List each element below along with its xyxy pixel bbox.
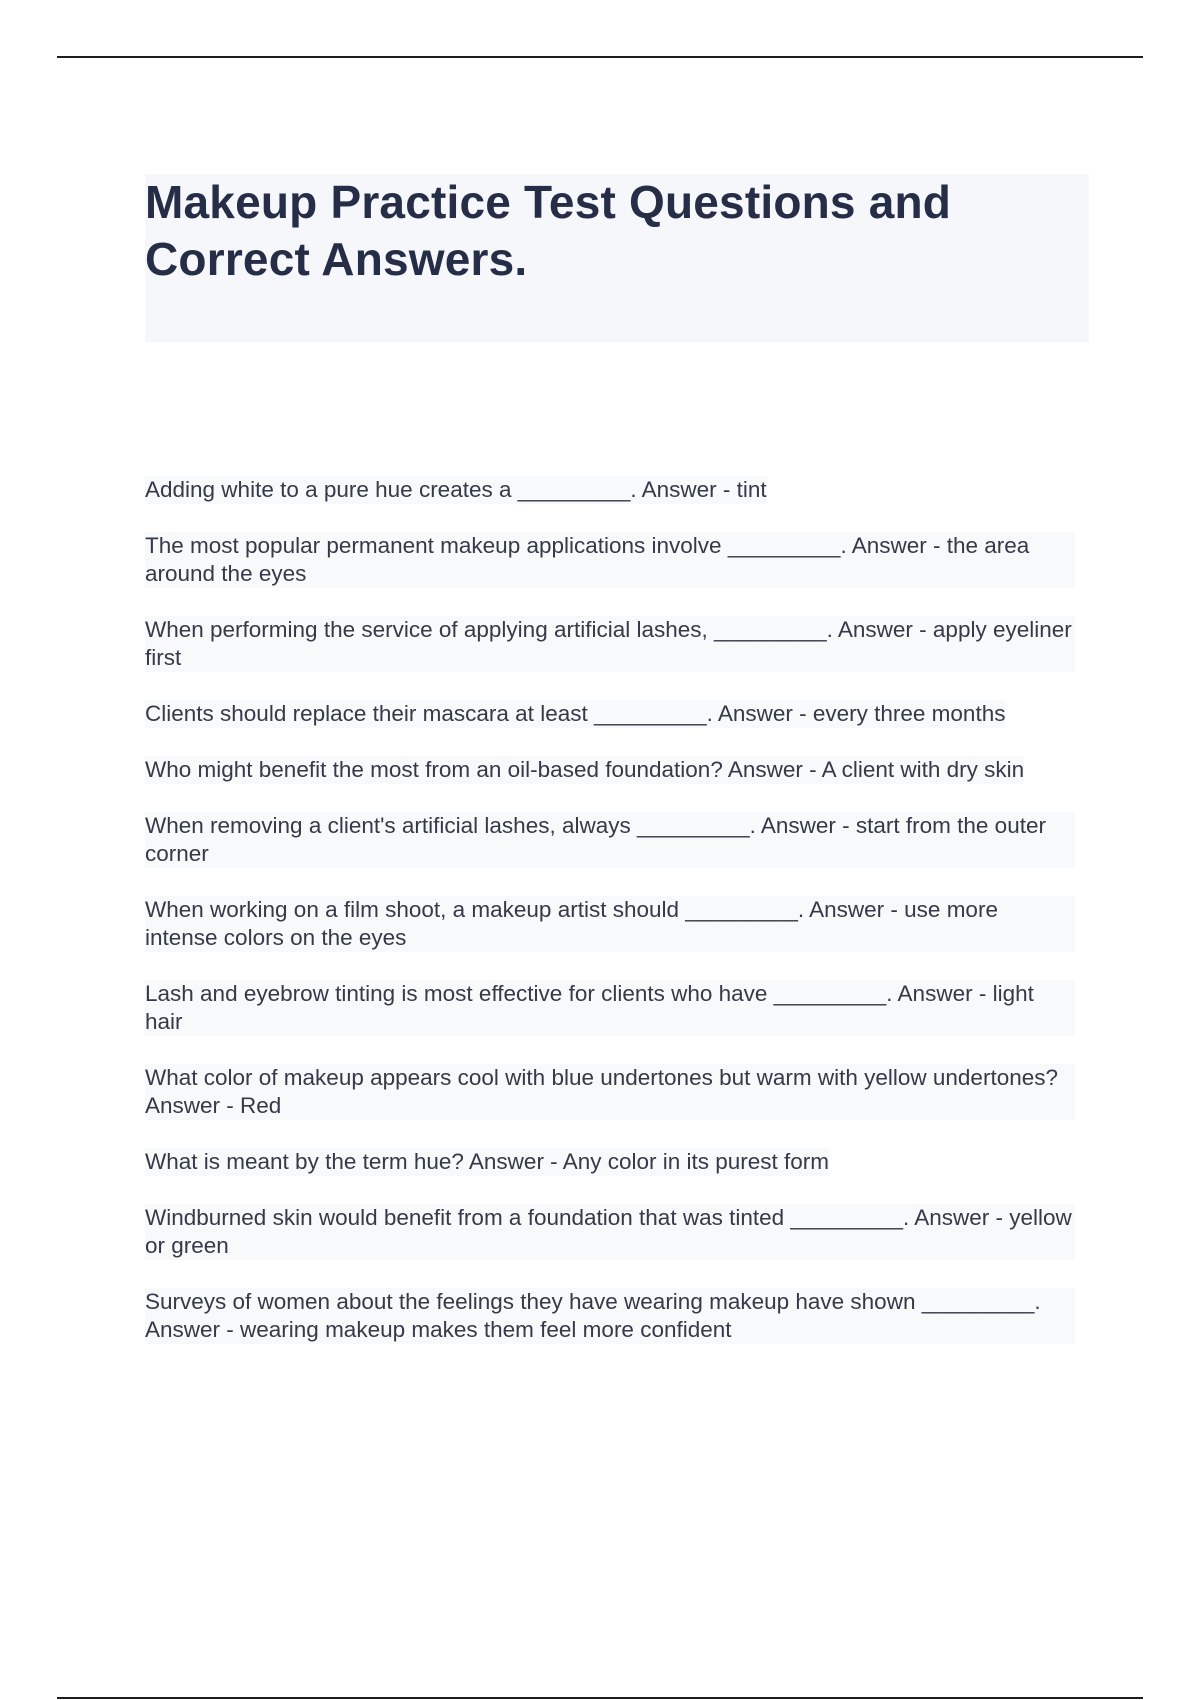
qa-item-2: The most popular permanent makeup applications involve _________. Answer - the area around the eyes [145, 532, 1075, 588]
qa-item-10: What is meant by the term hue? Answer - Any color in its purest form [145, 1149, 830, 1174]
qa-item-7: When working on a film shoot, a makeup artist should _________. Answer - use more intense colors on the eyes [145, 896, 1075, 952]
title-box [145, 174, 1089, 342]
qa-item-12: Surveys of women about the feelings they have wearing makeup have shown _________. Answer - wearing makeup makes them feel more confident [145, 1288, 1075, 1344]
title-line-1: Makeup Practice Test Questions and [145, 176, 952, 228]
qa-item-11: Windburned skin would benefit from a foundation that was tinted _________. Answer - yellow or green [145, 1204, 1075, 1260]
page-title [145, 174, 1089, 288]
qa-item-9: What color of makeup appears cool with blue undertones but warm with yellow undertones? Answer - Red [145, 1064, 1075, 1120]
qa-item-4: Clients should replace their mascara at least _________. Answer - every three months [145, 701, 1006, 726]
qa-item-6: When removing a client's artificial lashes, always _________. Answer - start from the outer corner [145, 812, 1075, 868]
qa-item-3: When performing the service of applying artificial lashes, _________. Answer - apply eyeliner first [145, 616, 1075, 672]
qa-item-1: Adding white to a pure hue creates a _________. Answer - tint [145, 477, 767, 502]
top-rule [57, 56, 1143, 58]
qa-item-8: Lash and eyebrow tinting is most effective for clients who have _________. Answer - light hair [145, 980, 1075, 1036]
bottom-rule [57, 1697, 1143, 1699]
title-line-2: Correct Answers. [145, 233, 528, 285]
qa-item-5: Who might benefit the most from an oil-based foundation? Answer - A client with dry skin [145, 757, 1025, 782]
question-answer-list [145, 476, 1075, 1372]
